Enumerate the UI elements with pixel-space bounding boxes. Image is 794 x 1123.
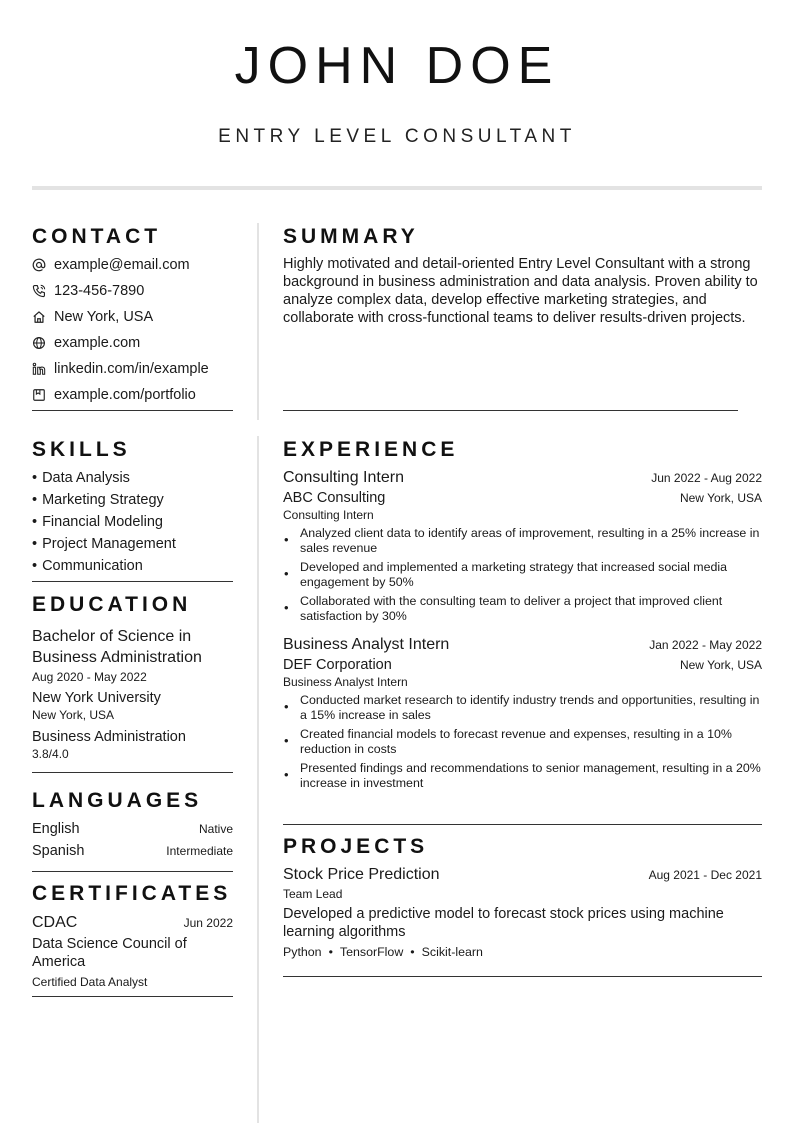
language-name: English — [32, 821, 80, 837]
tag-separator: • — [328, 945, 333, 959]
languages-heading: LANGUAGES — [32, 789, 203, 812]
skill-item: • Communication — [32, 558, 143, 574]
experience-bullet: • Developed and implemented a marketing strategy that increased social media engagement by 50% — [283, 560, 762, 590]
header-divider — [32, 186, 762, 190]
education-divider — [32, 772, 233, 773]
education-heading: EDUCATION — [32, 593, 192, 616]
contact-section — [32, 223, 233, 411]
summary-section — [283, 223, 762, 327]
bullet-icon: • — [32, 536, 38, 552]
education-degree: Bachelor of Science in Business Administration — [32, 628, 202, 666]
experience-entry — [283, 636, 762, 791]
experience-role: Business Analyst Intern — [283, 675, 408, 689]
certificate-header — [32, 914, 233, 932]
column-divider-bottom — [257, 436, 259, 1123]
projects-section — [283, 833, 762, 959]
language-item — [32, 843, 233, 865]
skills-section — [32, 436, 233, 582]
phone-icon — [32, 284, 46, 298]
contact-linkedin-text: linkedin.com/in/example — [54, 361, 209, 377]
contact-location-text: New York, USA — [54, 309, 154, 325]
contact-heading: CONTACT — [32, 225, 162, 248]
experience-dates: Jun 2022 - Aug 2022 — [651, 471, 762, 485]
portfolio-icon — [32, 388, 46, 402]
education-gpa: 3.8/4.0 — [32, 747, 69, 761]
project-role: Team Lead — [283, 887, 343, 901]
experience-role: Consulting Intern — [283, 508, 374, 522]
education-dates: Aug 2020 - May 2022 — [32, 670, 147, 684]
experience-bullet: • Created financial models to forecast revenue and expenses, resulting in a 10% reduction in costs — [283, 727, 762, 757]
experience-company: DEF Corporation — [283, 657, 392, 673]
project-tag: Scikit-learn — [421, 945, 483, 959]
certificate-date: Jun 2022 — [183, 916, 233, 930]
certificates-divider — [32, 996, 233, 997]
certificates-section — [32, 880, 233, 997]
experience-heading: EXPERIENCE — [283, 438, 459, 461]
summary-heading: SUMMARY — [283, 225, 419, 248]
bullet-icon: • — [32, 558, 38, 574]
contact-divider — [32, 410, 233, 411]
experience-bullet: • Collaborated with the consulting team to deliver a project that improved client satisfaction by 30% — [283, 594, 762, 624]
experience-title: Business Analyst Intern — [283, 636, 450, 653]
experience-section — [283, 436, 762, 795]
contact-phone-text: 123-456-7890 — [54, 283, 145, 299]
contact-phone[interactable] — [32, 278, 233, 304]
bullet-icon: • — [32, 492, 38, 508]
education-section — [32, 591, 233, 773]
contact-website[interactable] — [32, 330, 233, 356]
contact-website-text: example.com — [54, 335, 141, 351]
languages-divider — [32, 871, 233, 872]
skill-item: • Data Analysis — [32, 470, 130, 486]
language-name: Spanish — [32, 843, 85, 859]
experience-divider — [283, 824, 762, 825]
experience-bullet: • Conducted market research to identify industry trends and opportunities, resulting in a 15% increase in sales — [283, 693, 762, 723]
language-item — [32, 821, 233, 843]
certificate-name: CDAC — [32, 914, 78, 931]
education-location: New York, USA — [32, 708, 115, 722]
contact-portfolio[interactable] — [32, 382, 233, 408]
project-tags — [283, 945, 762, 959]
experience-entry — [283, 469, 762, 624]
experience-bullet: • Presented findings and recommendations to senior management, resulting in a 20% increase in investment — [283, 761, 762, 791]
projects-divider — [283, 976, 762, 977]
project-description: Developed a predictive model to forecast stock prices using machine learning algorithms — [283, 906, 724, 940]
contact-email-text: example@email.com — [54, 257, 190, 273]
at-icon — [32, 258, 46, 272]
certificates-heading: CERTIFICATES — [32, 882, 232, 905]
skills-heading: SKILLS — [32, 438, 131, 461]
projects-heading: PROJECTS — [283, 835, 429, 858]
project-tag: Python — [283, 945, 322, 959]
project-dates: Aug 2021 - Dec 2021 — [648, 868, 762, 882]
candidate-name: JOHN DOE — [234, 37, 560, 95]
experience-company: ABC Consulting — [283, 490, 386, 506]
linkedin-icon — [32, 362, 46, 376]
experience-location: New York, USA — [679, 658, 762, 672]
certificate-credential: Certified Data Analyst — [32, 975, 148, 989]
summary-text: Highly motivated and detail-oriented Entry Level Consultant with a strong background in business administration and data analysis. Proven ability to analyze complex data, develop effective marketing strategies, and collaborate with cross-functional teams to deliver results-driven projects. — [283, 256, 758, 326]
contact-linkedin[interactable] — [32, 356, 233, 382]
job-title: ENTRY LEVEL CONSULTANT — [218, 126, 576, 147]
languages-section — [32, 787, 233, 872]
contact-portfolio-text: example.com/portfolio — [54, 387, 196, 403]
language-level: Native — [198, 822, 233, 836]
education-major: Business Administration — [32, 729, 186, 745]
experience-location: New York, USA — [679, 491, 762, 505]
experience-title: Consulting Intern — [283, 469, 404, 486]
certificate-issuer: Data Science Council of America — [32, 936, 187, 970]
skill-item: • Project Management — [32, 536, 176, 552]
contact-location — [32, 304, 233, 330]
skill-item: • Marketing Strategy — [32, 492, 164, 508]
experience-bullet: • Analyzed client data to identify areas of improvement, resulting in a 25% increase in sales revenue — [283, 526, 762, 556]
bullet-icon: • — [32, 514, 38, 530]
bullet-icon: • — [32, 470, 38, 486]
summary-divider — [283, 410, 738, 411]
home-icon — [32, 310, 46, 324]
column-divider-top — [257, 223, 259, 420]
language-level: Intermediate — [166, 844, 233, 858]
tag-separator: • — [410, 945, 415, 959]
experience-dates: Jan 2022 - May 2022 — [649, 638, 762, 652]
education-school: New York University — [32, 690, 161, 706]
skills-divider — [32, 581, 233, 582]
globe-icon — [32, 336, 46, 350]
contact-email[interactable] — [32, 252, 233, 278]
skill-item: • Financial Modeling — [32, 514, 163, 530]
project-name: Stock Price Prediction — [283, 866, 440, 883]
project-tag: TensorFlow — [339, 945, 404, 959]
